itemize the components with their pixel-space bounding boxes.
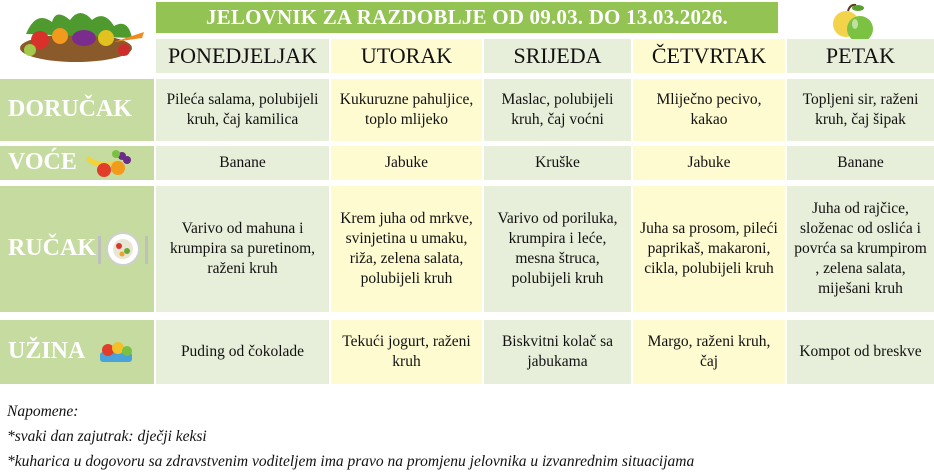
meal-lunch-label (0, 186, 154, 312)
notes (7, 399, 694, 474)
vegetables-icon (6, 4, 148, 70)
menu-cell: Jabuke (633, 146, 785, 180)
day-wednesday: SRIJEDA (484, 39, 631, 73)
notes-heading: Napomene: (7, 403, 79, 420)
snack-icon (96, 338, 136, 366)
menu-cell: Topljeni sir, raženi kruh, čaj šipak (787, 79, 934, 141)
menu-cell: Kukuruzne pahuljice, toplo mlijeko (331, 79, 482, 141)
menu-cell: Varivo od poriluka, krumpira i leće, mesna štruca, polubijeli kruh (484, 186, 631, 312)
meal-snack-label (0, 320, 154, 384)
note-line: *svaki dan zajutrak: dječji keksi (7, 428, 207, 445)
menu-cell: Banane (787, 146, 934, 180)
day-monday: PONEDJELJAK (156, 39, 329, 73)
menu-title: JELOVNIK ZA RAZDOBLJE OD 09.03. DO 13.03.2026. (156, 2, 778, 33)
note-line: *kuharica u dogovoru sa zdravstvenim voditeljem ima pravo na promjenu jelovnika u izvanrednim situacijama (7, 453, 695, 470)
menu-cell: Pileća salama, polubijeli kruh, čaj kamilica (156, 79, 329, 141)
menu-cell: Puding od čokolade (156, 320, 329, 384)
meal-label-text: DORUČAK (8, 96, 132, 123)
menu-cell: Banane (156, 146, 329, 180)
meal-label-text: UŽINA (8, 338, 86, 365)
menu-cell: Kruške (484, 146, 631, 180)
meal-breakfast-label (0, 79, 154, 141)
menu-cell: Varivo od mahuna i krumpira sa puretinom, raženi kruh (156, 186, 329, 312)
meal-label-text: VOĆE (8, 149, 77, 176)
menu-cell: Mliječno pecivo, kakao (633, 79, 785, 141)
menu-cell: Tekući jogurt, raženi kruh (331, 320, 482, 384)
menu-cell: Kompot od breskve (787, 320, 934, 384)
fruit-icon (82, 148, 132, 178)
day-friday: PETAK (787, 39, 934, 73)
meal-fruit-label (0, 146, 154, 180)
plate-icon (96, 230, 150, 268)
menu-cell: Jabuke (331, 146, 482, 180)
meal-label-text: RUČAK (8, 235, 96, 262)
day-tuesday: UTORAK (331, 39, 482, 73)
menu-cell: Juha od rajčice, složenac od oslića i povrća sa krumpirom , zelena salata, miješani kruh (787, 186, 934, 312)
menu-cell: Margo, raženi kruh, čaj (633, 320, 785, 384)
menu-cell: Krem juha od mrkve, svinjetina u umaku, riža, zelena salata, polubijeli kruh (331, 186, 482, 312)
menu-cell: Maslac, polubijeli kruh, čaj voćni (484, 79, 631, 141)
menu-cell: Biskvitni kolač sa jabukama (484, 320, 631, 384)
day-thursday: ČETVRTAK (633, 39, 785, 73)
menu-cell: Juha sa prosom, pileći paprikaš, makaroni, cikla, polubijeli kruh (633, 186, 785, 312)
